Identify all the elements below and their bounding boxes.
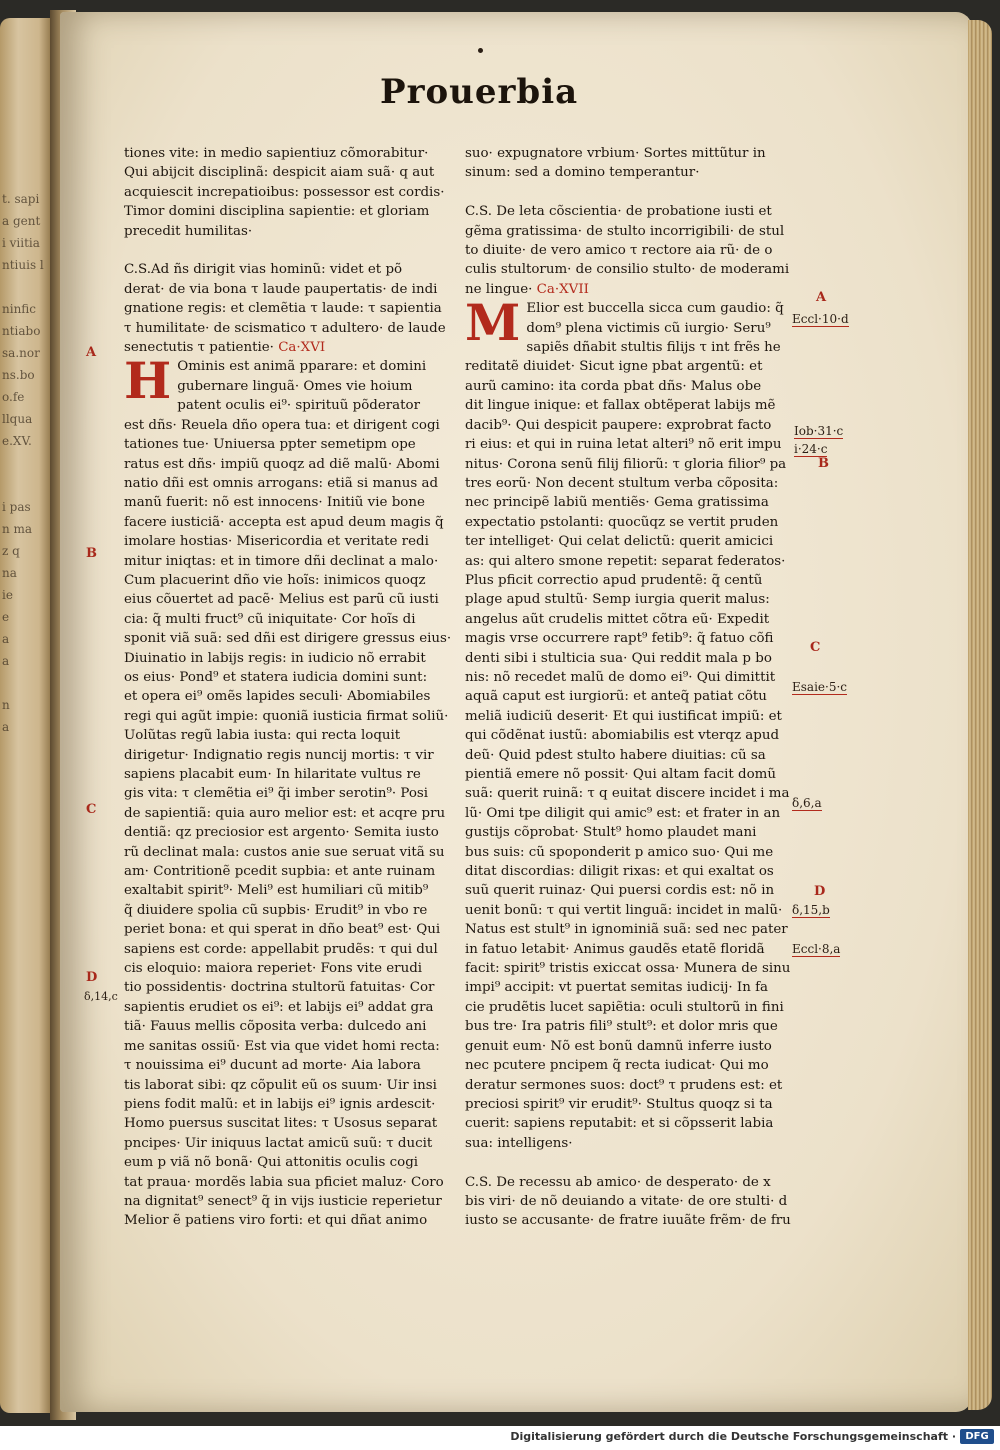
text-line: et opera ei⁹ omẽs lapides seculi· Abomiabiles	[124, 689, 431, 705]
text-line: τ nouissima ei⁹ ducunt ad morte· Aia labora	[124, 1058, 421, 1074]
text-line: uenit bonũ: τ qui vertit linguã: incidet in malũ·	[465, 902, 783, 918]
text-line: nitus· Corona senũ filij filiorũ: τ gloria filior⁹ pa	[465, 456, 787, 472]
text-line: cia: q̃ multi fruct⁹ cũ iniquitate· Cor hoĩs di	[124, 611, 416, 627]
margin-note-right-ref-1: Eccl·10·d	[792, 312, 849, 326]
previous-page-line: z q	[2, 544, 20, 558]
text-line: culis stultorum· de consilio stulto· de moderami	[465, 262, 790, 278]
text-line: q̃ diuidere spolia cũ supbis· Erudit⁹ in vbo re	[124, 902, 428, 918]
text-line: bus tre· Ira patris fili⁹ stult⁹: et dolor mris que	[465, 1019, 778, 1035]
previous-page-line: e	[2, 610, 10, 624]
text-line: facit: spirit⁹ tristis exiccat ossa· Munera de sinu	[465, 961, 791, 977]
text-line: genuit eum· Nõ est bonũ damnũ inferre iusto	[465, 1038, 772, 1054]
running-header: Prouerbia	[380, 72, 579, 112]
text-line: bis viri· de nõ deuiando a vitate· de ore stulti· d	[465, 1193, 788, 1209]
previous-page-line: a	[2, 720, 10, 734]
text-line: periet bona: et qui sperat in dño beat⁹ est· Qui	[124, 922, 441, 938]
text-line: ri eius: et qui in ruina letat alteri⁹ nõ erit impu	[465, 437, 782, 453]
text-line: reditatẽ diuidet· Sicut igne pbat argentũ: et	[465, 359, 763, 375]
text-line: patent oculis ei⁹· spirituũ põderator	[177, 398, 420, 414]
previous-page-line: ntiabo	[2, 324, 41, 338]
text-line: aquã caput est iurgiorũ: et anteq̃ patiat cõtu	[465, 689, 767, 705]
margin-note-right-ref-6: δ,15,b	[792, 903, 830, 917]
text-line: est dñs· Reuela dño opera tua: et dirigent cogi	[124, 417, 440, 433]
text-line: suo· expugnatore vrbium· Sortes mittũtur in	[465, 146, 766, 161]
text-line: dom⁹ plena victimis cũ iurgio· Seru⁹	[526, 320, 771, 336]
text-line: tationes tue· Uniuersa ppter semetipm ope	[124, 437, 416, 453]
text-line: am· Contritionẽ pcedit supbia: et ante ruinam	[124, 864, 436, 880]
text-line: exaltabit spirit⁹· Meli⁹ est humiliari cũ mitib⁹	[124, 883, 429, 899]
previous-page-line: a	[2, 632, 10, 646]
text-line: qui cõdẽnat iustũ: abomiabilis est vterqz apud	[465, 728, 780, 744]
previous-page-line: a gent	[2, 214, 41, 228]
chapter-mark: Ca·XVI	[278, 340, 326, 356]
footer-credit: Digitalisierung gefördert durch die Deutsche Forschungsgemeinschaft ·	[510, 1430, 956, 1443]
text-line: denti sibi i stulticia sua· Qui reddit mala p bo	[465, 650, 772, 666]
previous-page-line	[2, 474, 38, 496]
text-line: lũ· Omi tpe diligit qui amic⁹ est: et frater in an	[465, 805, 781, 821]
previous-page-line	[2, 672, 38, 694]
text-line: Cum placuerint dño vie hoĩs: inimicos quoqz	[124, 572, 426, 588]
text-line: suã: querit ruinã: τ q euitat discere incidet i ma	[465, 786, 790, 802]
margin-note-right-ref-5: δ,6,a	[792, 796, 822, 810]
previous-page-edge	[0, 18, 52, 1413]
margin-note-right-ref-2: Iob·31·c	[794, 424, 844, 438]
text-line: deratur sermones suos: doct⁹ τ prudens est: et	[465, 1077, 783, 1093]
text-line: Elior est buccella sicca cum gaudio: q̃	[526, 301, 784, 317]
text-line: ratus est dñs· impiũ quoqz ad diẽ malũ· Abomi	[124, 456, 440, 472]
previous-page-line: a	[2, 654, 10, 668]
text-line: tiones vite: in medio sapientiuz cõmorabitur·	[124, 146, 429, 161]
text-line: natio dñi est omnis arrogans: etiã si manus ad	[124, 475, 439, 491]
text-line: Natus est stult⁹ in ignominiã suã: sed nec pater	[465, 922, 788, 938]
previous-page-line: n ma	[2, 522, 33, 536]
margin-note-right-a: A	[816, 290, 827, 305]
text-line: nec pcutere pncipem q̃ recta iudicat· Qui mo	[465, 1058, 769, 1074]
text-line: Timor domini disciplina sapientie: et gloriam	[124, 204, 430, 220]
text-line: preciosi spirit⁹ vir erudit⁹· Stultus quoqz si ta	[465, 1096, 773, 1112]
text-line: dirigetur· Indignatio regis nuncij mortis: τ vir	[124, 747, 434, 763]
previous-page-line: o.fe	[2, 390, 25, 404]
text-line: precedit humilitas·	[124, 223, 253, 239]
text-line: iusto se accusante· de fratre iuuãte frẽm· de fru	[465, 1213, 791, 1229]
text-line: sponit viã suã: sed dñi est dirigere gressus eius·	[124, 631, 452, 647]
previous-page-line	[2, 276, 38, 298]
text-line: sapientis erudiet os ei⁹: et labijs ei⁹ addat gra	[124, 999, 434, 1015]
text-line: plage apud stultũ· Semp iurgia querit malus:	[465, 592, 770, 608]
text-line: meliã iudiciũ deserit· Et qui iustificat impiũ: et	[465, 708, 782, 724]
text-line: nec principẽ labiũ mentiẽs· Gema gratissima	[465, 495, 769, 511]
previous-page-text	[2, 188, 44, 1288]
previous-page-line: llqua	[2, 412, 33, 426]
text-line: sapiens placabit eum· In hilaritate vultus re	[124, 767, 421, 782]
text-line: senectutis τ patientie· Ca·XVI	[124, 340, 326, 356]
previous-page-line: ninfic	[2, 302, 37, 316]
margin-note-left-a: A	[86, 345, 97, 360]
previous-page-line: ns.bo	[2, 368, 35, 382]
text-line: ditat discordias: diligit rixas: et qui exaltat os	[465, 864, 774, 880]
previous-page-line: ie	[2, 588, 13, 602]
text-line: Qui abijcit disciplinã: despicit aiam suã· q aut	[124, 165, 435, 181]
text-line: na dignitat⁹ senect⁹ q̃ in vijs iusticie reperietur	[124, 1193, 442, 1209]
text-line: sapiẽs dñabit stultis filijs τ int frẽs he	[526, 340, 781, 356]
text-line: piens fodit malũ: et in labijs ei⁹ ignis ardescit·	[124, 1096, 436, 1112]
text-line: mitur iniqtas: et in timore dñi declinat a malo·	[124, 553, 439, 569]
previous-page-line	[2, 452, 38, 474]
text-line: derat· de via bona τ laude paupertatis· de indi	[124, 281, 438, 297]
text-line: tio possidentis· doctrina stultorũ fatuitas· Cor	[124, 980, 435, 996]
dfg-logo: DFG	[960, 1429, 994, 1444]
chapter-mark: Ca·XVII	[536, 281, 589, 297]
text-line: eius cõuertet ad pacẽ· Melius est parũ cũ iusti	[124, 592, 439, 608]
text-line	[465, 183, 795, 202]
margin-note-left-c: C	[86, 802, 97, 817]
text-line: acquiescit increpatioibus: possessor est cordis·	[124, 184, 445, 200]
text-line: dacib⁹· Qui despicit paupere: exprobrat facto	[465, 417, 772, 433]
text-line: gustijs cõprobat· Stult⁹ homo plaudet mani	[465, 825, 757, 841]
text-line: Ominis est animã pparare: et domini	[177, 359, 427, 375]
page-mark	[478, 48, 483, 53]
text-line: angelus aũt crudelis mittet cõtra eũ· Expedit	[465, 611, 770, 627]
previous-page-line: na	[2, 566, 17, 580]
text-line	[465, 1153, 795, 1172]
text-line: manũ fuerit: nõ est innocens· Initiũ vie bone	[124, 495, 425, 511]
text-line: bus suis: cũ spoponderit p amico suo· Qui me	[465, 844, 774, 860]
text-line: Uolũtas regũ labia iusta: qui recta loquit	[124, 728, 401, 744]
text-line: deũ· Quid pdest stulto habere diuitias: cũ sa	[465, 747, 766, 763]
text-line: cie prudẽtis lucet sapiẽtia: oculi stultorũ in fini	[465, 999, 784, 1015]
text-line: gnatione regis: et clemẽtia τ laude: τ sapientia	[124, 301, 442, 317]
drop-capital: H	[124, 351, 172, 411]
margin-note-right-ref-3: i·24·c	[794, 442, 828, 456]
previous-page-line: n	[2, 698, 10, 712]
text-line: tat praua· mordẽs labia sua pficiet maluz· Coro	[124, 1174, 444, 1190]
text-line: tres eorũ· Non decent stultum verba cõposita:	[465, 475, 779, 491]
text-line: sua: intelligens·	[465, 1135, 573, 1151]
margin-note-left-ref: δ,14,c	[84, 990, 118, 1003]
margin-note-right-c: C	[810, 640, 821, 655]
margin-note-left-d: D	[86, 970, 98, 985]
text-line: magis vrse occurrere rapt⁹ fetib⁹: q̃ fatuo cõfi	[465, 631, 774, 647]
text-line: aurũ camino: ita corda pbat dñs· Malus obe	[465, 378, 762, 394]
text-line: eum p viã nõ bonã· Qui attonitis oculis cogi	[124, 1155, 419, 1171]
text-line: facere iusticiã· accepta est apud deum magis q̃	[124, 514, 444, 530]
previous-page-line: i pas	[2, 500, 31, 514]
margin-note-right-b: B	[818, 456, 829, 471]
text-line: rũ declinat mala: custos anie sue seruat vitã su	[124, 844, 445, 860]
previous-page-line: t. sapi	[2, 192, 40, 206]
text-line: τ humilitate· de scismatico τ adultero· de laude	[124, 320, 446, 336]
previous-page-line: e.XV.	[2, 434, 32, 448]
text-line: tis laborat sibi: qz cõpulit eũ os suum· Uir insi	[124, 1077, 437, 1093]
text-line: nis: nõ recedet malũ de domo ei⁹· Qui dimittit	[465, 669, 776, 685]
text-line: suũ querit ruinaz· Qui puersi cordis est: nõ in	[465, 883, 775, 899]
text-line: to diuite· de vero amico τ rectore aia rũ· de o	[465, 243, 773, 259]
text-line: pncipes· Uir iniquus lactat amicũ suũ: τ ducit	[124, 1135, 433, 1151]
right-text-column	[465, 144, 795, 1231]
previous-page-line: ntiuis l	[2, 258, 44, 272]
text-line: ter intelliget· Qui celat delictũ: querit amicici	[465, 534, 774, 550]
page-edges	[968, 20, 992, 1410]
previous-page-line: i viitia	[2, 236, 40, 250]
text-line: Plus pficit correctio apud prudentẽ: q̃ centũ	[465, 572, 763, 588]
text-line: impi⁹ accipit: vt puertat semitas iudicij· In fa	[465, 980, 769, 996]
text-line: Homo puersus suscitat lites: τ Usosus separat	[124, 1116, 438, 1132]
text-line: os eius· Pond⁹ et statera iudicia domini sunt:	[124, 669, 428, 685]
text-line: Melior ẽ patiens viro forti: et qui dñat animo	[124, 1213, 428, 1229]
text-line: de sapientiã: quia auro melior est: et acqre pru	[124, 805, 446, 821]
margin-note-right-ref-7: Eccl·8,a	[792, 942, 841, 956]
text-line: as: qui altero smone repetit: separat federatos·	[465, 553, 786, 569]
drop-capital: M	[465, 293, 521, 353]
margin-note-right-ref-4: Esaie·5·c	[792, 680, 847, 694]
text-line: gubernare linguã· Omes vie hoium	[177, 378, 413, 394]
text-line: dentiã: qz preciosior est argento· Semita iusto	[124, 825, 439, 841]
text-line: sinum: sed a domino temperantur·	[465, 165, 700, 181]
text-line: dit lingue inique: et fallax obtẽperat labijs mẽ	[465, 398, 776, 414]
text-line: sapiens est corde: appellabit prudẽs: τ qui dul	[124, 941, 438, 957]
text-line: in fatuo letabit· Animus gaudẽs etatẽ floridã	[465, 941, 765, 957]
margin-note-right-d: D	[814, 884, 826, 899]
text-line: regi qui agũt impie: quoniã iusticia firmat soliũ·	[124, 708, 449, 724]
text-line: C.S. De recessu ab amico· de desperato· de x	[465, 1174, 771, 1190]
text-line: me sanitas ossiũ· Est via que videt homi recta:	[124, 1038, 440, 1054]
left-text-column	[124, 144, 456, 1231]
text-line: cuerit: sapiens reputabit: et si cõpsserit labia	[465, 1116, 774, 1132]
text-line: C.S.Ad ñs dirigit vias hominũ: videt et põ	[124, 262, 403, 278]
text-line	[124, 241, 456, 260]
text-line: ne lingue· Ca·XVII	[465, 281, 589, 297]
text-line: pientiã emere nõ possit· Qui altam facit domũ	[465, 767, 776, 782]
previous-page-line: sa.nor	[2, 346, 40, 360]
text-line: tiã· Fauus mellis cõposita verba: dulcedo ani	[124, 1019, 427, 1035]
text-line: C.S. De leta cõscientia· de probatione iusti et	[465, 204, 772, 220]
text-line: gis vita: τ clemẽtia ei⁹ q̃i imber serotin⁹· Posi	[124, 786, 429, 802]
text-line: gẽma gratissima· de stulto incorrigibili· de stul	[465, 223, 785, 239]
margin-note-left-b: B	[86, 546, 97, 561]
text-line: imolare hostias· Misericordia et veritate redi	[124, 534, 429, 550]
text-line: expectatio pstolanti: quocũqz se vertit pruden	[465, 514, 779, 530]
text-line: cis eloquio: maiora reperiet· Fons vite erudi	[124, 961, 423, 977]
text-line: Diuinatio in labijs regis: in iudicio nõ errabit	[124, 650, 426, 666]
